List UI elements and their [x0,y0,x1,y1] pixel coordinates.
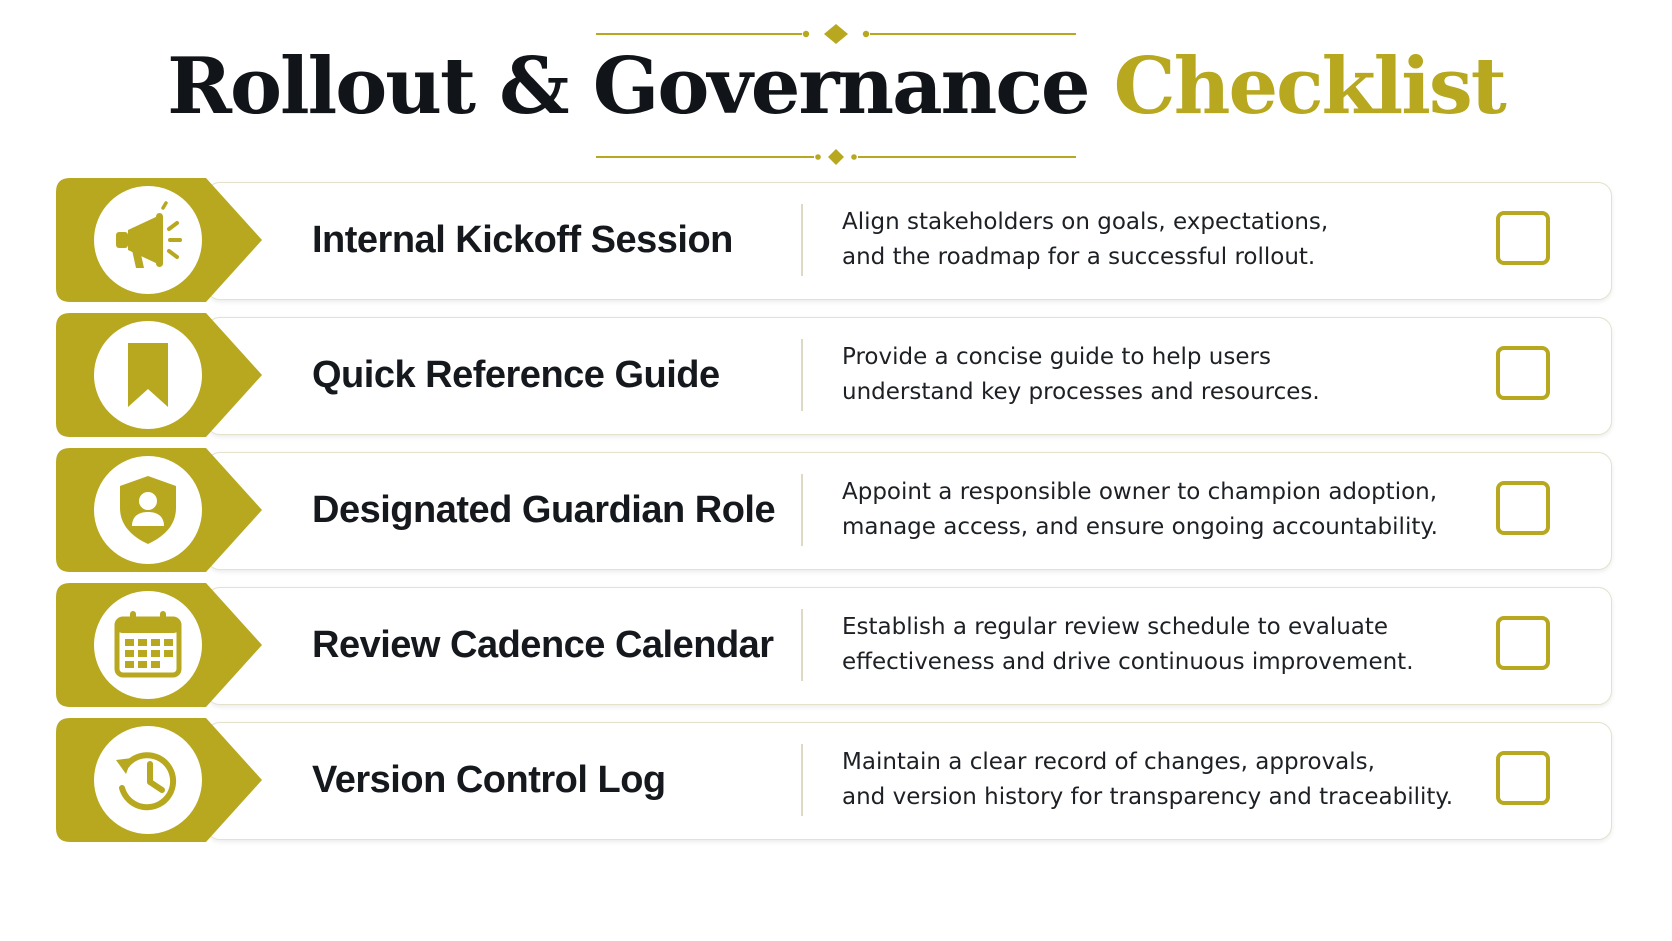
calendar-icon [94,591,202,699]
divider [801,744,803,816]
item-title: Review Cadence Calendar [312,623,774,666]
item-title: Version Control Log [312,758,666,801]
item-description [842,718,1454,842]
checklist-item [56,718,1612,842]
title-main: Rollout & Governance [167,41,1089,132]
item-description [842,583,1432,707]
description-line: effectiveness and drive continuous improvement. [842,649,1414,675]
description-line: Maintain a clear record of changes, approvals, [842,749,1375,775]
divider [801,609,803,681]
description-line: Align stakeholders on goals, expectations, [842,209,1329,235]
item-description [842,448,1438,572]
divider [801,339,803,411]
item-title: Quick Reference Guide [312,353,720,396]
checklist-item [56,313,1612,437]
checkbox[interactable] [1496,481,1550,535]
checkbox[interactable] [1496,751,1550,805]
bookmark-icon [94,321,202,429]
description-line: understand key processes and resources. [842,379,1320,405]
item-description [842,178,1432,302]
item-description [842,313,1432,437]
checklist-item [56,178,1612,302]
checkbox[interactable] [1496,616,1550,670]
megaphone-icon [94,186,202,294]
checklist-item [56,583,1612,707]
description-line: Establish a regular review schedule to evaluate [842,614,1389,640]
history-clock-icon [94,726,202,834]
divider [801,204,803,276]
description-line: and version history for transparency and traceability. [842,784,1454,810]
checkbox[interactable] [1496,346,1550,400]
title-accent: Checklist [1113,41,1505,132]
checkbox[interactable] [1496,211,1550,265]
description-line: manage access, and ensure ongoing accountability. [842,514,1438,540]
item-title: Designated Guardian Role [312,488,776,531]
description-line: and the roadmap for a successful rollout. [842,244,1316,270]
description-line: Appoint a responsible owner to champion adoption, [842,479,1438,505]
divider [801,474,803,546]
description-line: Provide a concise guide to help users [842,344,1271,370]
checklist-item [56,448,1612,572]
shield-user-icon [94,456,202,564]
item-title: Internal Kickoff Session [312,218,733,261]
